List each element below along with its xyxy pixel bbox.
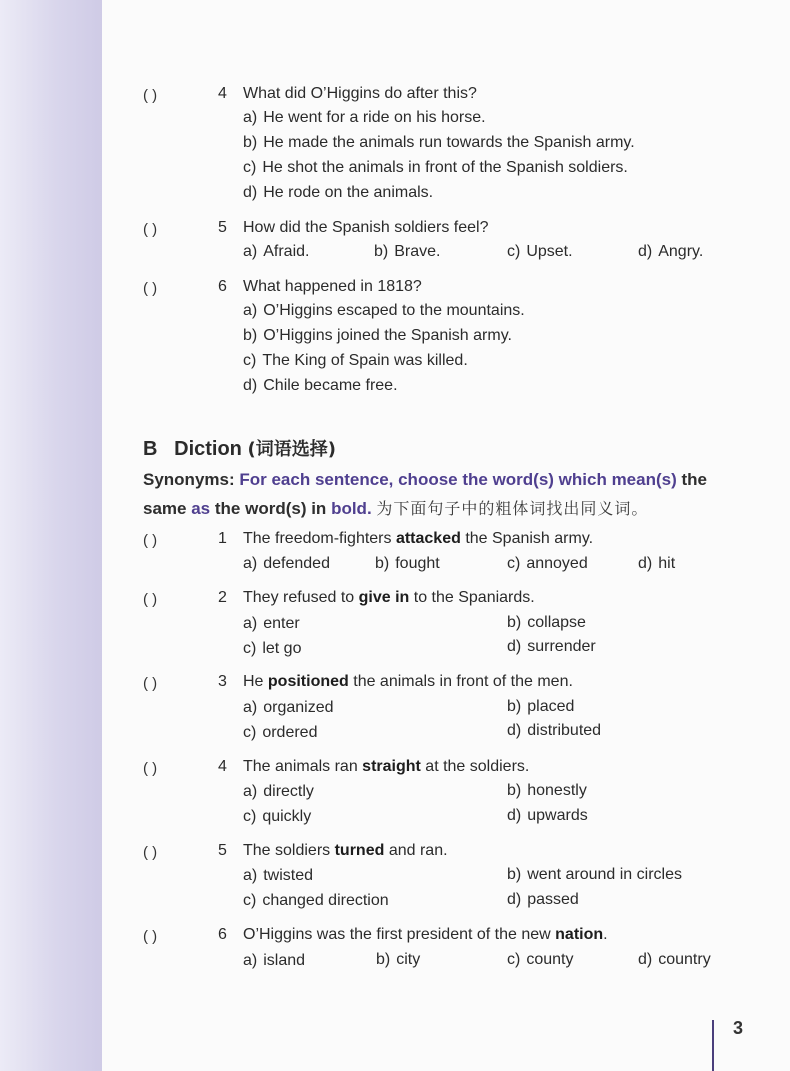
section-title: Diction	[174, 438, 242, 460]
option-d: d) surrender	[507, 638, 596, 655]
instruction-line-1	[143, 470, 707, 490]
instruction-text-cn: 为下面句子中的粗体词找出同义词。	[376, 499, 649, 518]
option-c: c) annoyed	[507, 555, 588, 572]
option-b: b) O’Higgins joined the Spanish army.	[243, 327, 512, 344]
section-title-cn: (词语选择)	[247, 439, 336, 460]
option-d: d) passed	[507, 891, 579, 908]
option-c: c) ordered	[243, 724, 318, 741]
option-c: c) The King of Spain was killed.	[243, 352, 468, 369]
option-c: c) He shot the animals in front of the Spanish soldiers.	[243, 159, 628, 176]
option-c: c) changed direction	[243, 892, 389, 909]
side-stripe	[0, 0, 102, 1071]
section-b-heading	[143, 435, 336, 461]
option-d: d) Chile became free.	[243, 377, 398, 394]
option-a: a) organized	[243, 699, 334, 716]
option-b: b) collapse	[507, 614, 586, 631]
answer-blank[interactable]: ( )	[143, 760, 158, 777]
instruction-text: as	[191, 499, 211, 518]
question-stem: The soldiers turned and ran.	[243, 842, 448, 859]
question-stem: What did O’Higgins do after this?	[243, 85, 477, 102]
option-a: a) He went for a ride on his horse.	[243, 109, 486, 126]
option-b: b) He made the animals run towards the Spanish army.	[243, 134, 635, 151]
option-b: b) placed	[507, 698, 575, 715]
option-d: d) hit	[638, 555, 676, 572]
answer-blank[interactable]: ( )	[143, 844, 158, 861]
page-number: 3	[733, 1018, 744, 1038]
answer-blank[interactable]: ( )	[143, 221, 158, 238]
option-b: b) honestly	[507, 782, 587, 799]
option-d: d) He rode on the animals.	[243, 184, 434, 201]
question-number: 5	[218, 219, 227, 236]
instruction-text: the word(s) in	[214, 499, 327, 518]
question-number: 6	[218, 926, 227, 943]
instruction-text: bold.	[331, 499, 372, 518]
option-c: c) quickly	[243, 808, 312, 825]
option-c: c) county	[507, 951, 574, 968]
question-stem: He positioned the animals in front of the men.	[243, 673, 573, 690]
answer-blank[interactable]: ( )	[143, 532, 158, 549]
option-b: b) city	[376, 951, 421, 968]
instruction-text: For each sentence, choose the word(s) which mean(s)	[239, 470, 677, 489]
question-number: 3	[218, 673, 227, 690]
option-a: a) enter	[243, 615, 300, 632]
question-stem: The freedom-fighters attacked the Spanish army.	[243, 530, 594, 547]
option-c: c) let go	[243, 640, 302, 657]
page-number-rule	[712, 1020, 714, 1071]
option-a: a) defended	[243, 555, 330, 572]
answer-blank[interactable]: ( )	[143, 591, 158, 608]
question-number: 2	[218, 589, 227, 606]
option-d: d) distributed	[507, 722, 602, 739]
instruction-label: Synonyms:	[143, 470, 235, 489]
option-d: d) Angry.	[638, 243, 704, 260]
option-a: a) directly	[243, 783, 314, 800]
question-stem: What happened in 1818?	[243, 278, 422, 295]
instruction-line-2	[143, 496, 648, 519]
option-a: a) island	[243, 952, 306, 969]
answer-blank[interactable]: ( )	[143, 675, 158, 692]
answer-blank[interactable]: ( )	[143, 928, 158, 945]
answer-blank[interactable]: ( )	[143, 280, 158, 297]
question-stem: The animals ran straight at the soldiers.	[243, 758, 530, 775]
question-number: 4	[218, 758, 227, 775]
instruction-text-end: the	[681, 470, 707, 489]
option-a: a) O’Higgins escaped to the mountains.	[243, 302, 525, 319]
section-letter: B	[143, 438, 158, 460]
option-a: a) Afraid.	[243, 243, 310, 260]
question-number: 4	[218, 85, 227, 102]
instruction-text: same	[143, 499, 187, 518]
option-b: b) Brave.	[374, 243, 441, 260]
question-stem: O’Higgins was the first president of the new nation.	[243, 926, 608, 943]
option-c: c) Upset.	[507, 243, 573, 260]
option-d: d) country	[638, 951, 711, 968]
option-b: b) went around in circles	[507, 866, 682, 883]
answer-blank[interactable]: ( )	[143, 87, 158, 104]
option-d: d) upwards	[507, 807, 588, 824]
question-stem: How did the Spanish soldiers feel?	[243, 219, 489, 236]
question-number: 5	[218, 842, 227, 859]
question-number: 6	[218, 278, 227, 295]
question-stem: They refused to give in to the Spaniards.	[243, 589, 535, 606]
option-b: b) fought	[375, 555, 440, 572]
question-number: 1	[218, 530, 227, 547]
option-a: a) twisted	[243, 867, 314, 884]
